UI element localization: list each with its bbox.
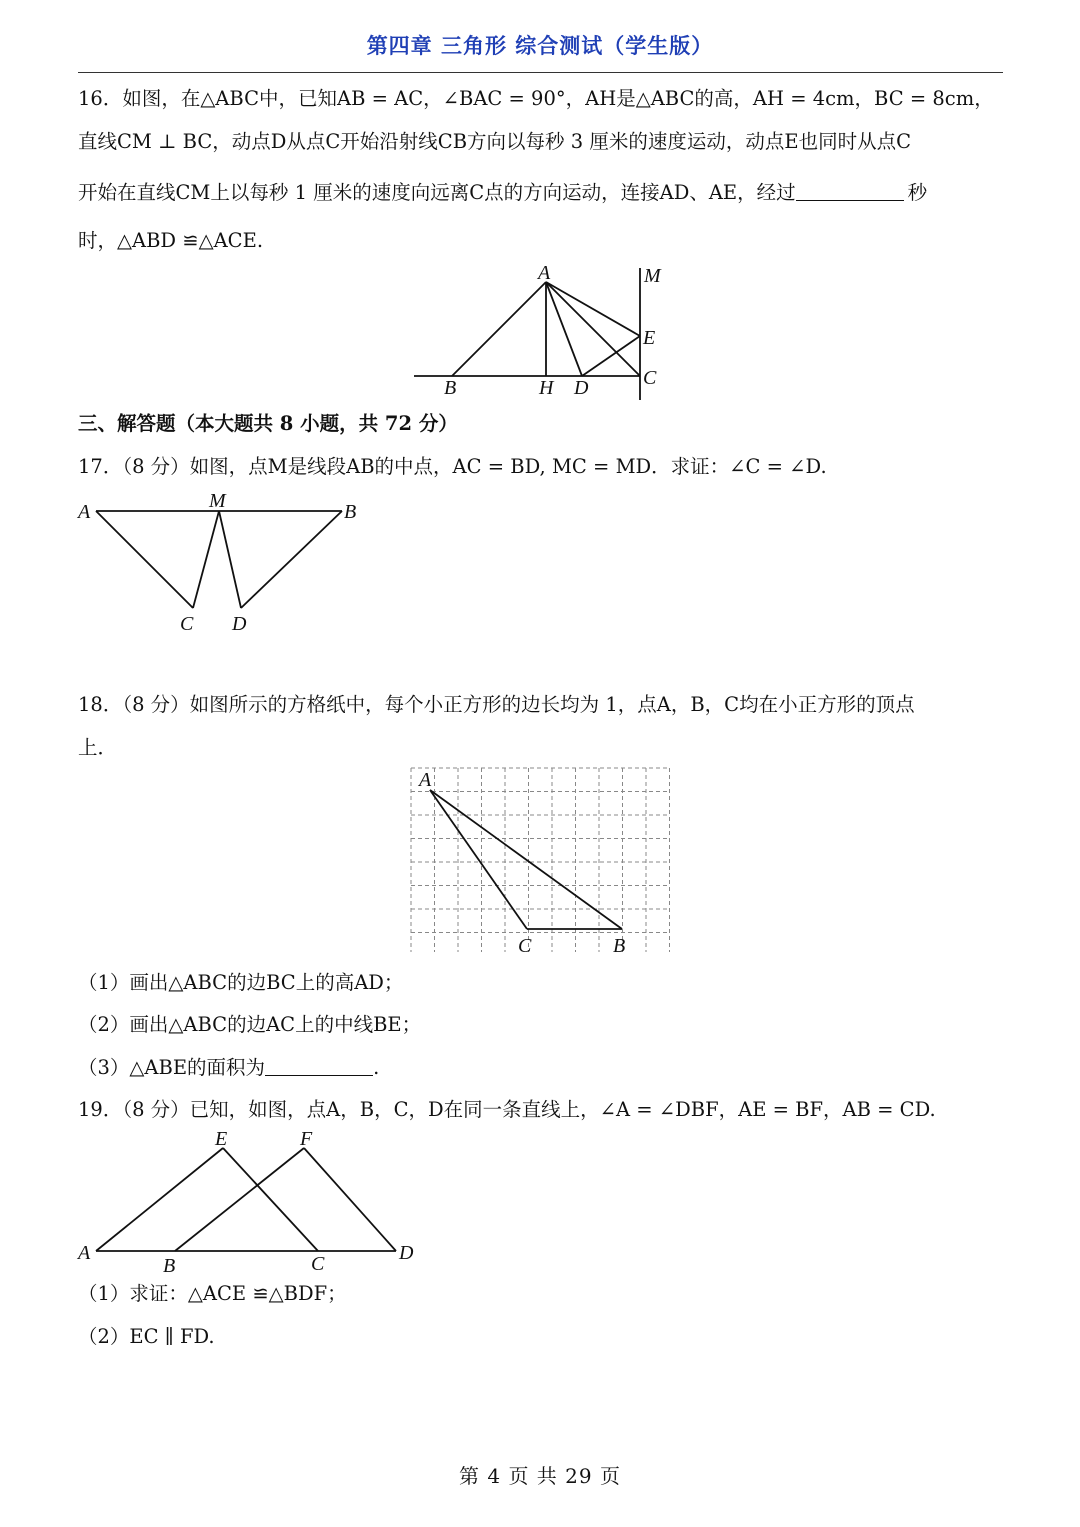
q16-label-a: A [538,262,551,284]
q19-segment-ae [96,1148,223,1251]
q17-segment-ac [96,511,193,608]
q19-figure [70,1122,430,1282]
header-divider [78,72,1003,73]
q16-line-1: 16．如图，在△ABC中，已知AB = AC，∠BAC = 90°，AH是△ABC的高，AH = 4cm，BC = 8cm， [78,87,994,110]
q16-segment-de [582,336,640,376]
q18-part-3 [78,1055,379,1081]
q16-segment-ad [546,282,582,376]
section-3-title: 三、解答题（本大题共 8 小题，共 72 分） [78,412,458,435]
q16-segment-ab [452,282,546,376]
q18-part-2: （2）画出△ABC的边AC上的中线BE； [78,1013,422,1036]
q17-label-m: M [209,490,226,512]
q16-label-h: H [539,377,554,399]
q17-label-b: B [344,501,357,523]
page-header-title: 第四章 三角形 综合测试（学生版） [366,33,714,58]
q16-figure [400,258,680,406]
q18-part-3-text: （3）△ABE的面积为 [78,1056,266,1079]
q16-line-2: 直线CM ⊥ BC，动点D从点C开始沿射线CB方向以每秒 3 厘米的速度运动，动点E也同时从点C [78,130,911,153]
q19-segment-fd [304,1148,396,1251]
q16-answer-blank[interactable] [796,180,904,201]
q18-label-c: C [518,935,532,957]
q16-line-3 [78,180,927,206]
q19-part-2: （2）EC ∥ FD. [78,1325,215,1348]
q18-line-1: 18．（8 分）如图所示的方格纸中，每个小正方形的边长均为 1，点A，B，C均在小正方形的顶点 [78,693,915,716]
q18-label-a: A [419,769,432,791]
q18-answer-blank[interactable] [265,1055,373,1076]
q18-part-1: （1）画出△ABC的边BC上的高AD； [78,971,404,994]
q19-label-e: E [215,1128,228,1150]
q18-segment-ac [430,790,527,929]
q17-segment-cm [193,511,219,608]
q17-segment-md [219,511,241,608]
q16-label-e: E [643,327,656,349]
q18-segment-ab [430,790,622,929]
q19-label-a: A [78,1242,91,1264]
q18-line-2: 上． [78,736,118,759]
q16-label-m: M [644,265,661,287]
q16-line-3-text: 开始在直线CM上以每秒 1 厘米的速度向远离C点的方向运动，连接AD、AE，经过 [78,181,796,204]
q16-label-d: D [574,377,589,399]
q16-label-b: B [444,377,457,399]
q19-segment-bf [175,1148,304,1251]
q19-segment-ec [223,1148,318,1251]
q17-label-a: A [78,501,91,523]
q18-label-b: B [613,935,626,957]
q18-part-3-suffix: . [373,1056,380,1079]
q19-label-f: F [300,1128,313,1150]
q19-label-c: C [311,1253,325,1275]
q16-line-3-suffix: 秒 [907,181,928,204]
q16-line-4: 时，△ABD ≌△ACE. [78,229,264,252]
q19-label-b: B [163,1255,176,1277]
q17-label-c: C [180,613,194,635]
q16-segment-ac [546,282,640,376]
q18-grid-lines [411,768,670,952]
q17-segment-db [241,511,342,608]
q17-figure [70,485,370,635]
q17-label-d: D [232,613,247,635]
q19-line-1: 19．（8 分）已知，如图，点A，B，C，D在同一条直线上，∠A = ∠DBF，AE = BF，AB = CD. [78,1098,936,1121]
q18-grid-figure [405,760,675,960]
q16-label-c: C [643,367,657,389]
page-footer: 第 4 页 共 29 页 [459,1464,621,1488]
q19-part-1: （1）求证：△ACE ≌△BDF； [78,1282,347,1305]
q19-label-d: D [399,1242,414,1264]
q17-line-1: 17．（8 分）如图，点M是线段AB的中点，AC = BD, MC = MD．求证：∠C = ∠D. [78,455,827,478]
